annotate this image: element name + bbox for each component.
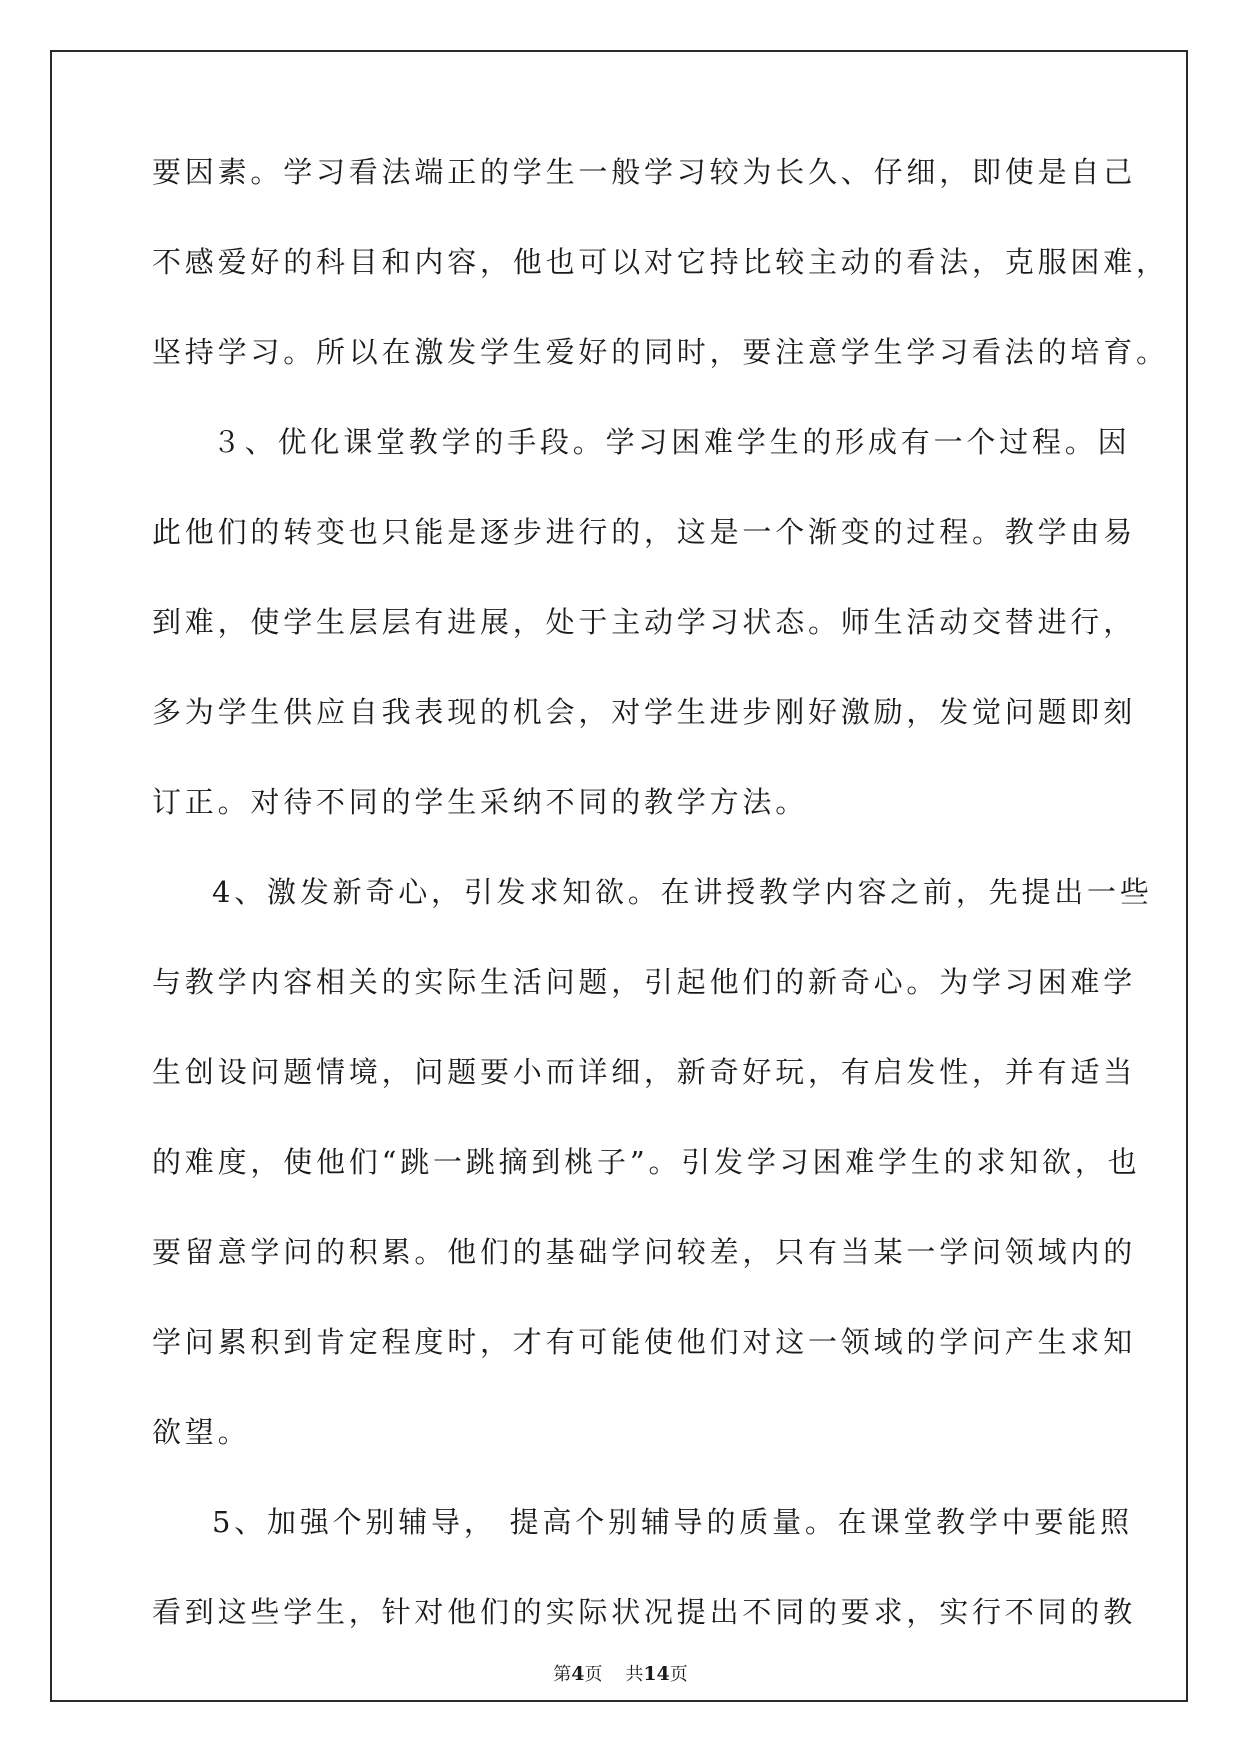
text-line: 的难度，使他们“跳一跳摘到桃子”。引发学习困难学生的求知欲，也 — [152, 1145, 1141, 1179]
text-line: 不感爱好的科目和内容，他也可以对它持比较主动的看法，克服困难， — [152, 245, 1169, 279]
text-line: 到难，使学生层层有进展，处于主动学习状态。师生活动交替进行， — [152, 605, 1137, 639]
text-line: 要留意学问的积累。他们的基础学问较差，只有当某一学问领域内的 — [152, 1235, 1137, 1269]
text-line: 生创设问题情境，问题要小而详细，新奇好玩，有启发性，并有适当 — [152, 1055, 1137, 1089]
text-line: 订正。对待不同的学生采纳不同的教学方法。 — [152, 785, 809, 819]
footer-prefix: 第 — [553, 1664, 572, 1685]
page-footer — [0, 1660, 1241, 1686]
text-line: 此他们的转变也只能是逐步进行的，这是一个渐变的过程。教学由易 — [152, 515, 1137, 549]
footer-suffix: 页 — [669, 1664, 688, 1685]
page-number: 4 — [571, 1663, 585, 1685]
text-line: 学问累积到肯定程度时，才有可能使他们对这一领域的学问产生求知 — [152, 1325, 1137, 1359]
text-line: 欲望。 — [152, 1415, 251, 1449]
text-line: 5、加强个别辅导， 提高个别辅导的质量。在课堂教学中要能照 — [212, 1505, 1133, 1539]
footer-middle: 页 共 — [584, 1664, 644, 1685]
text-line: 坚持学习。所以在激发学生爱好的同时，要注意学生学习看法的培育。 — [152, 335, 1169, 369]
text-line: ３、优化课堂教学的手段。学习困难学生的形成有一个过程。因 — [212, 425, 1131, 459]
text-line: 与教学内容相关的实际生活问题，引起他们的新奇心。为学习困难学 — [152, 965, 1137, 999]
text-line: 要因素。学习看法端正的学生一般学习较为长久、仔细，即使是自己 — [152, 155, 1137, 189]
text-line: 多为学生供应自我表现的机会，对学生进步刚好激励，发觉问题即刻 — [152, 695, 1137, 729]
page-total: 14 — [643, 1663, 670, 1685]
text-line: 4、激发新奇心，引发求知欲。在讲授教学内容之前，先提出一些 — [212, 875, 1153, 909]
text-line: 看到这些学生，针对他们的实际状况提出不同的要求，实行不同的教 — [152, 1595, 1137, 1629]
